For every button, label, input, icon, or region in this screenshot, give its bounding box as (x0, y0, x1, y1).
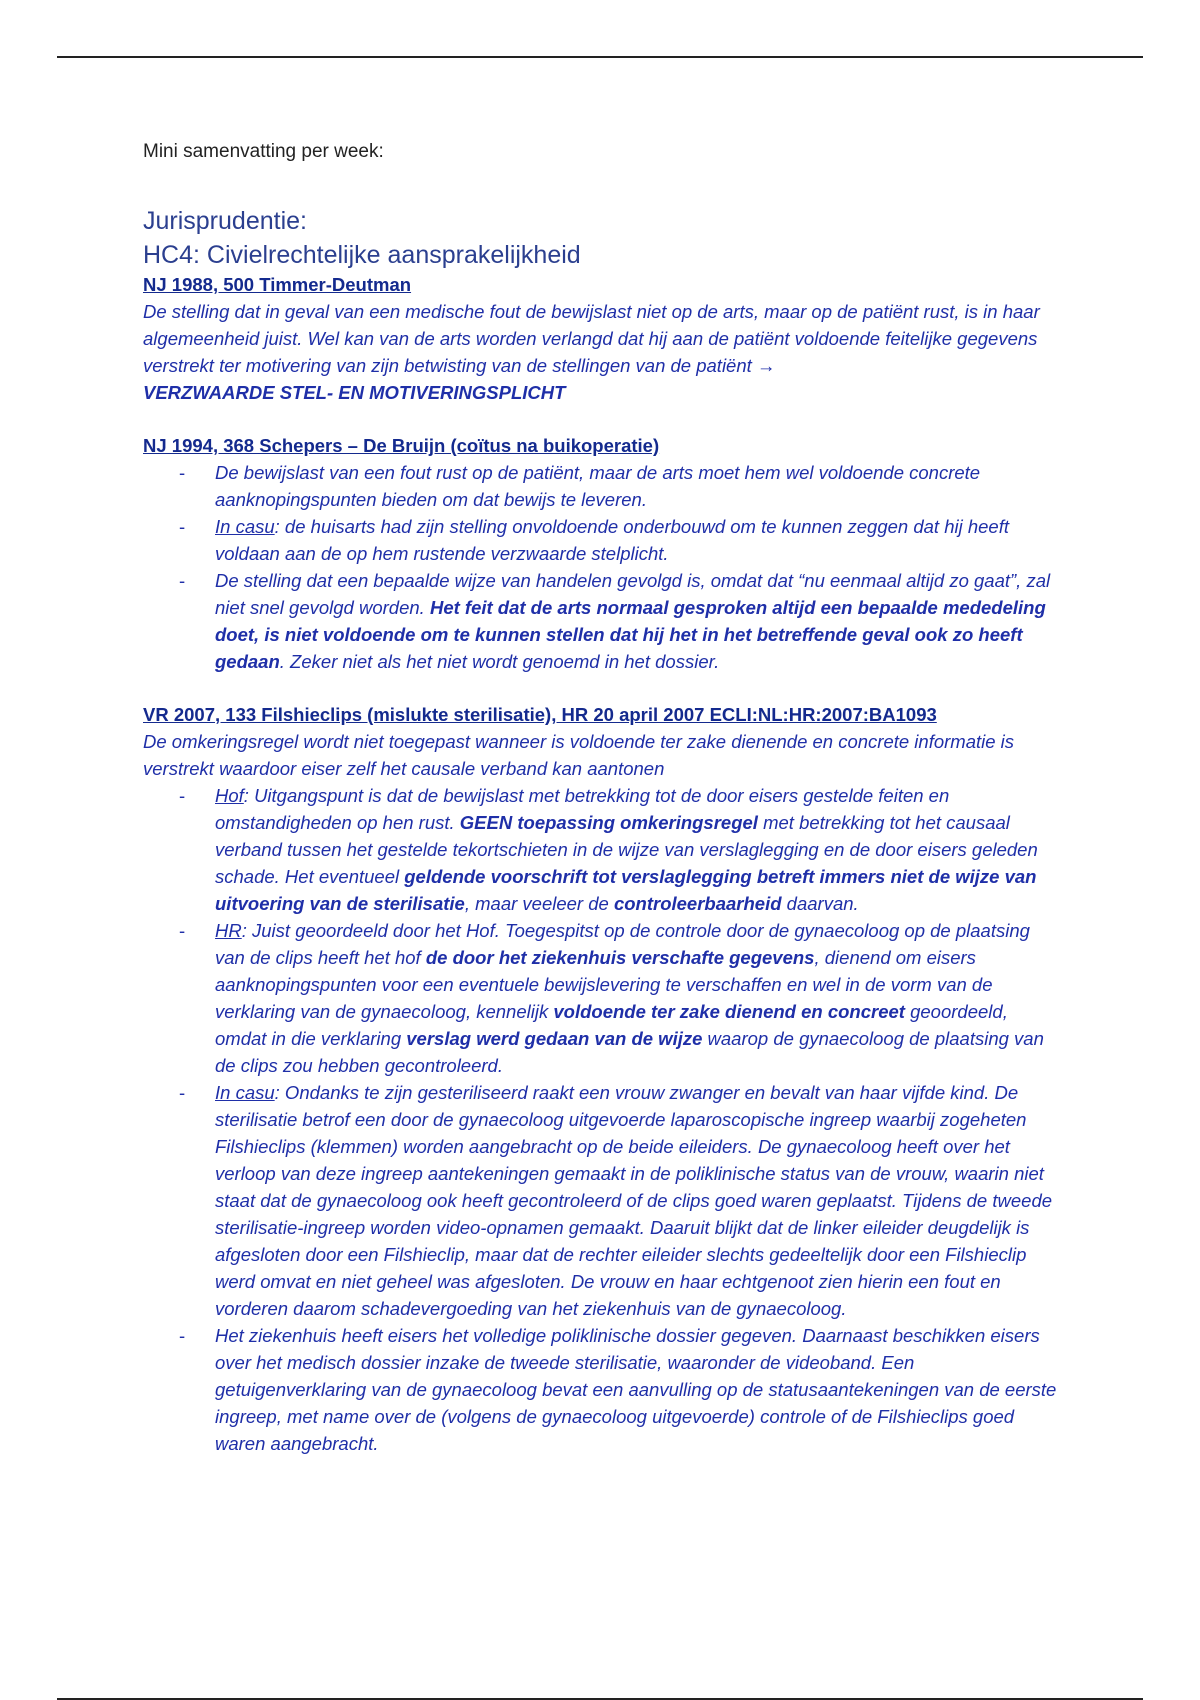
list-item: - De stelling dat een bepaalde wijze van handelen gevolgd is, omdat dat “nu eenmaal altijd zo gaat”, zal niet snel gevolgd worden. Het feit dat de arts normaal gesproken altijd een bepaalde mededeling doet, is niet voldoende om te kunnen stellen dat hij het in het betreffende geval ook zo heeft gedaan. Zeker niet als het niet wordt genoemd in het dossier. (215, 567, 1063, 675)
case-schepers-de-bruijn (143, 433, 1063, 675)
case-text: De omkeringsregel wordt niet toegepast wanneer is voldoende ter zake dienende en concrete informatie is verstrekt waardoor eiser zelf het causale verband kan aantonen (143, 731, 1015, 779)
heading-hc4: HC4: Civielrechtelijke aansprakelijkheid (143, 241, 581, 269)
case-title: NJ 1988, 500 Timmer-Deutman (143, 274, 412, 295)
case-emphasis: VERZWAARDE STEL- EN MOTIVERINGSPLICHT (143, 382, 566, 403)
list-item: - HR: Juist geoordeeld door het Hof. Toegespitst op de controle door de gynaecoloog op de plaatsing van de clips heeft het hof de door het ziekenhuis verschafte gegevens, dienend om eisers aanknopingspunten voor een eventuele bewijslevering te verschaffen en wel in de vorm van de verklaring van de gynaecoloog, kennelijk voldoende ter zake dienend en concreet geoordeeld, omdat in die verklaring verslag werd gedaan van de wijze waarop de gynaecoloog de plaatsing van de clips zou hebben gecontroleerd. (215, 917, 1063, 1079)
list-item: - De bewijslast van een fout rust op de patiënt, maar de arts moet hem wel voldoende concrete aanknopingspunten bieden om dat bewijs te leveren. (215, 459, 1063, 513)
header-rule (57, 56, 1143, 58)
list-item: - Het ziekenhuis heeft eisers het volledige poliklinische dossier gegeven. Daarnaast beschikken eisers over het medisch dossier inzake de tweede sterilisatie, waaronder de videoband. Een getuigenverklaring van de gynaecoloog bevat een aanvulling op de statusaantekeningen van de eerste ingreep, met name over de (volgens de gynaecoloog uitgevoerde) controle of de Filshieclips goed waren aangebracht. (215, 1322, 1063, 1457)
case-text: De stelling dat in geval van een medische fout de bewijslast niet op de arts, maar op de patiënt rust, is in haar algemeenheid juist. Wel kan van de arts worden verlangd dat hij aan de patiënt voldoende feitelijke gegevens verstrekt ter motivering van zijn betwisting van de stellingen van de patiënt → VERZWAARDE STEL- EN MOTIVERINGSPLICHT (143, 301, 1040, 403)
list-item: - In casu: de huisarts had zijn stelling onvoldoende onderbouwd om te kunnen zeggen dat hij heeft voldaan aan de op hem rustende verzwaarde stelplicht. (215, 513, 1063, 567)
bullet-list (143, 459, 1063, 675)
heading-jurisprudentie: Jurisprudentie: (143, 207, 307, 235)
bullet-list (143, 782, 1063, 1457)
list-item: - In casu: Ondanks te zijn gesteriliseerd raakt een vrouw zwanger en bevalt van haar vijfde kind. De sterilisatie betrof een door de gynaecoloog uitgevoerde laparoscopische ingreep waarbij zogeheten Filshieclips (klemmen) worden aangebracht op de beide eileiders. De gynaecoloog heeft over het verloop van deze ingreep aantekeningen gemaakt in de poliklinische status van de vrouw, waarin niet staat dat de gynaecoloog ook heeft gecontroleerd of de clips goed waren geplaatst. Tijdens de tweede sterilisatie-ingreep worden video-opnamen gemaakt. Daaruit blijkt dat de linker eileider deugdelijk is afgesloten door een Filshieclip, maar dat de rechter eileider slechts gedeeltelijk door een Filshieclip werd omvat en niet geheel was afgesloten. De vrouw en haar echtgenoot zien hierin een fout en vorderen daarom schadevergoeding van het ziekenhuis van de gynaecoloog. (215, 1079, 1063, 1322)
case-title: VR 2007, 133 Filshieclips (mislukte sterilisatie), HR 20 april 2007 ECLI:NL:HR:2007:BA1093 (143, 704, 937, 725)
intro-text: Mini samenvatting per week: (143, 141, 384, 162)
document-page (143, 140, 1063, 1484)
case-filshieclips (143, 702, 1063, 1457)
case-title: NJ 1994, 368 Schepers – De Bruijn (coïtus na buikoperatie) (143, 435, 660, 456)
list-item: - Hof: Uitgangspunt is dat de bewijslast met betrekking tot de door eisers gestelde feiten en omstandigheden op hen rust. GEEN toepassing omkeringsregel met betrekking tot het causaal verband tussen het gestelde tekortschieten in de wijze van verslaglegging en de door eisers geleden schade. Het eventueel geldende voorschrift tot verslaglegging betreft immers niet de wijze van uitvoering van de sterilisatie, maar veeleer de controleerbaarheid daarvan. (215, 782, 1063, 917)
case-timmer-deutman (143, 272, 1063, 406)
